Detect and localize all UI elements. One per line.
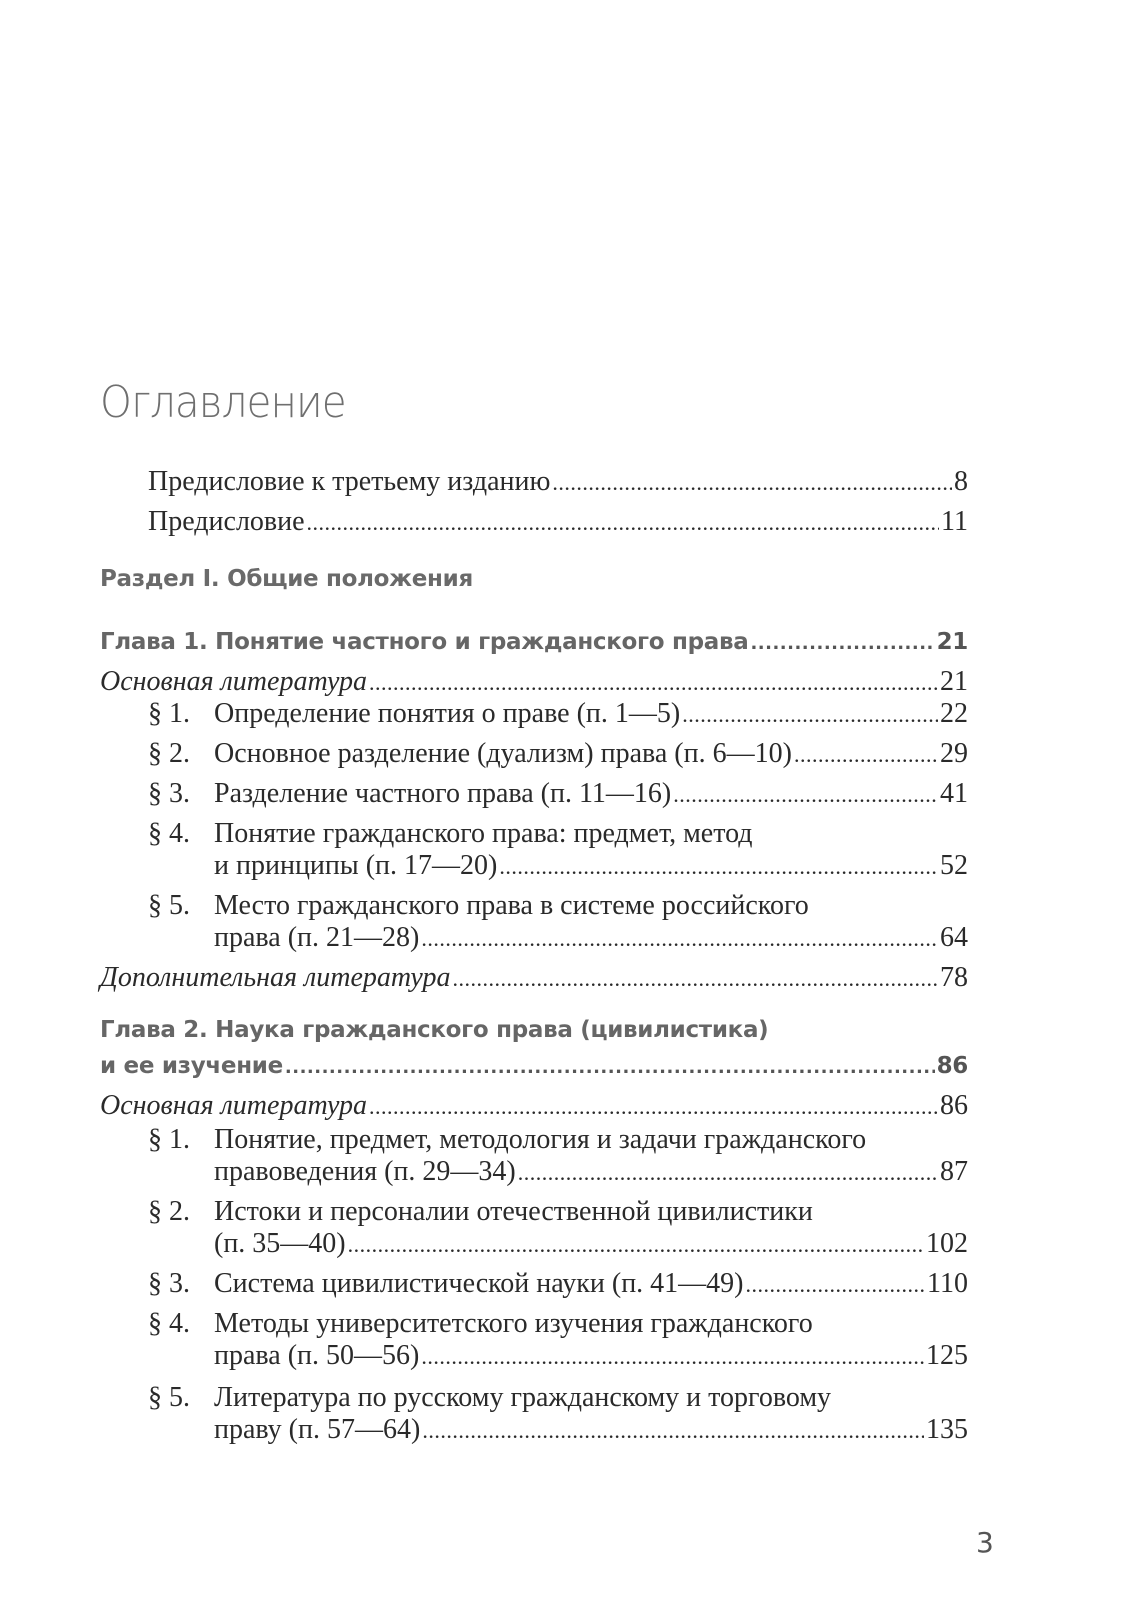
- paragraph-number: § 1.: [148, 698, 190, 729]
- toc-entry-label: Предисловие: [148, 506, 305, 537]
- leader-dots: [499, 851, 938, 883]
- leader-dots: [673, 779, 938, 811]
- paragraph-number: § 4.: [148, 818, 190, 849]
- paragraph-number: § 4.: [148, 1308, 190, 1339]
- toc-entry-label: права (п. 50—56): [214, 1340, 420, 1371]
- toc-entry-label: Литература по русскому гражданскому и торговому: [214, 1382, 832, 1413]
- toc-entry-label: Основное разделение (дуализм) права (п. 6—10): [214, 738, 792, 769]
- toc-entry-label: правоведения (п. 29—34): [214, 1156, 516, 1187]
- toc-entry-paragraph[interactable]: [214, 1228, 968, 1261]
- toc-page-number: 41: [940, 778, 968, 809]
- toc-page-number: 22: [940, 698, 968, 729]
- toc-entry-label: Система цивилистической науки (п. 41—49): [214, 1268, 744, 1299]
- additional-literature-entry[interactable]: [100, 962, 968, 995]
- toc-page-number: 125: [926, 1340, 968, 1371]
- toc-entry-label: Понятие, предмет, методология и задачи гражданского: [214, 1124, 867, 1155]
- leader-dots: [369, 667, 938, 699]
- leader-dots: [348, 1229, 924, 1261]
- toc-page-number: 110: [927, 1268, 968, 1299]
- toc-entry-label: Разделение частного права (п. 11—16): [214, 778, 672, 809]
- toc-entry-paragraph[interactable]: [214, 1156, 968, 1189]
- toc-entry-paragraph[interactable]: [214, 850, 968, 883]
- toc-entry-paragraph[interactable]: [214, 1268, 968, 1301]
- toc-page-number: 8: [954, 466, 968, 497]
- paragraph-number: § 1.: [148, 1124, 190, 1155]
- leader-dots: [285, 1052, 935, 1084]
- toc-page-number: 21: [940, 666, 968, 697]
- toc-page-number: 21: [936, 629, 968, 655]
- toc-entry-label: Предисловие к третьему изданию: [148, 466, 551, 497]
- main-literature-entry[interactable]: [100, 1090, 968, 1123]
- paragraph-number: § 2.: [148, 1196, 190, 1227]
- chapter-2-entry[interactable]: [100, 1050, 968, 1084]
- leader-dots: [552, 467, 952, 499]
- toc-entry-front-1[interactable]: [148, 466, 968, 499]
- toc-page-number: 135: [926, 1414, 968, 1445]
- leader-dots: [750, 628, 934, 660]
- toc-entry-paragraph[interactable]: [214, 922, 968, 955]
- toc-entry-front-2[interactable]: [148, 506, 968, 539]
- toc-page-number: 29: [940, 738, 968, 769]
- toc-entry-paragraph[interactable]: [214, 738, 968, 771]
- section-heading: Раздел I. Общие положения: [100, 566, 473, 592]
- toc-page-number: 86: [940, 1090, 968, 1121]
- paragraph-number: § 5.: [148, 1382, 190, 1413]
- toc-page-number: 11: [941, 506, 968, 537]
- toc-entry-label: (п. 35—40): [214, 1228, 346, 1259]
- chapter-title: Глава 1. Понятие частного и гражданского права: [100, 629, 749, 655]
- toc-entry-label: Место гражданского права в системе российского: [214, 890, 809, 921]
- toc-entry-paragraph[interactable]: [214, 1414, 968, 1447]
- leader-dots: [307, 507, 939, 539]
- toc-entry-paragraph[interactable]: [214, 698, 968, 731]
- toc-entry-label: Методы университетского изучения гражданского: [214, 1308, 813, 1339]
- leader-dots: [682, 699, 938, 731]
- toc-page-number: 78: [940, 962, 968, 993]
- paragraph-number: § 5.: [148, 890, 190, 921]
- page-title: Оглавление: [100, 377, 346, 428]
- leader-dots: [369, 1091, 938, 1123]
- toc-page-number: 102: [926, 1228, 968, 1259]
- leader-dots: [452, 963, 938, 995]
- leader-dots: [421, 923, 938, 955]
- leader-dots: [518, 1157, 938, 1189]
- toc-page-number: 52: [940, 850, 968, 881]
- paragraph-number: § 3.: [148, 778, 190, 809]
- toc-entry-label: Определение понятия о праве (п. 1—5): [214, 698, 681, 729]
- page-number-folio: 3: [976, 1526, 994, 1559]
- main-literature-entry[interactable]: [100, 666, 968, 699]
- paragraph-number: § 3.: [148, 1268, 190, 1299]
- leader-dots: [794, 739, 938, 771]
- toc-page-number: 87: [940, 1156, 968, 1187]
- chapter-1-entry[interactable]: [100, 626, 968, 660]
- toc-entry-paragraph[interactable]: [214, 1340, 968, 1373]
- paragraph-number: § 2.: [148, 738, 190, 769]
- chapter-title: и ее изучение: [100, 1053, 283, 1079]
- toc-page-number: 86: [936, 1053, 968, 1079]
- toc-entry-label: права (п. 21—28): [214, 922, 420, 953]
- toc-entry-label: Дополнительная литература: [100, 962, 451, 993]
- toc-entry-label: праву (п. 57—64): [214, 1414, 421, 1445]
- toc-entry-paragraph[interactable]: [214, 778, 968, 811]
- chapter-title[interactable]: Глава 2. Наука гражданского права (цивилистика): [100, 1017, 769, 1043]
- leader-dots: [421, 1341, 924, 1373]
- toc-page-number: 64: [940, 922, 968, 953]
- leader-dots: [746, 1269, 926, 1301]
- toc-entry-label: Основная литература: [100, 1090, 368, 1121]
- toc-entry-label: Основная литература: [100, 666, 368, 697]
- toc-entry-label: Истоки и персоналии отечественной цивилистики: [214, 1196, 813, 1227]
- toc-entry-label: и принципы (п. 17—20): [214, 850, 498, 881]
- toc-entry-label: Понятие гражданского права: предмет, метод: [214, 818, 753, 849]
- leader-dots: [422, 1415, 924, 1447]
